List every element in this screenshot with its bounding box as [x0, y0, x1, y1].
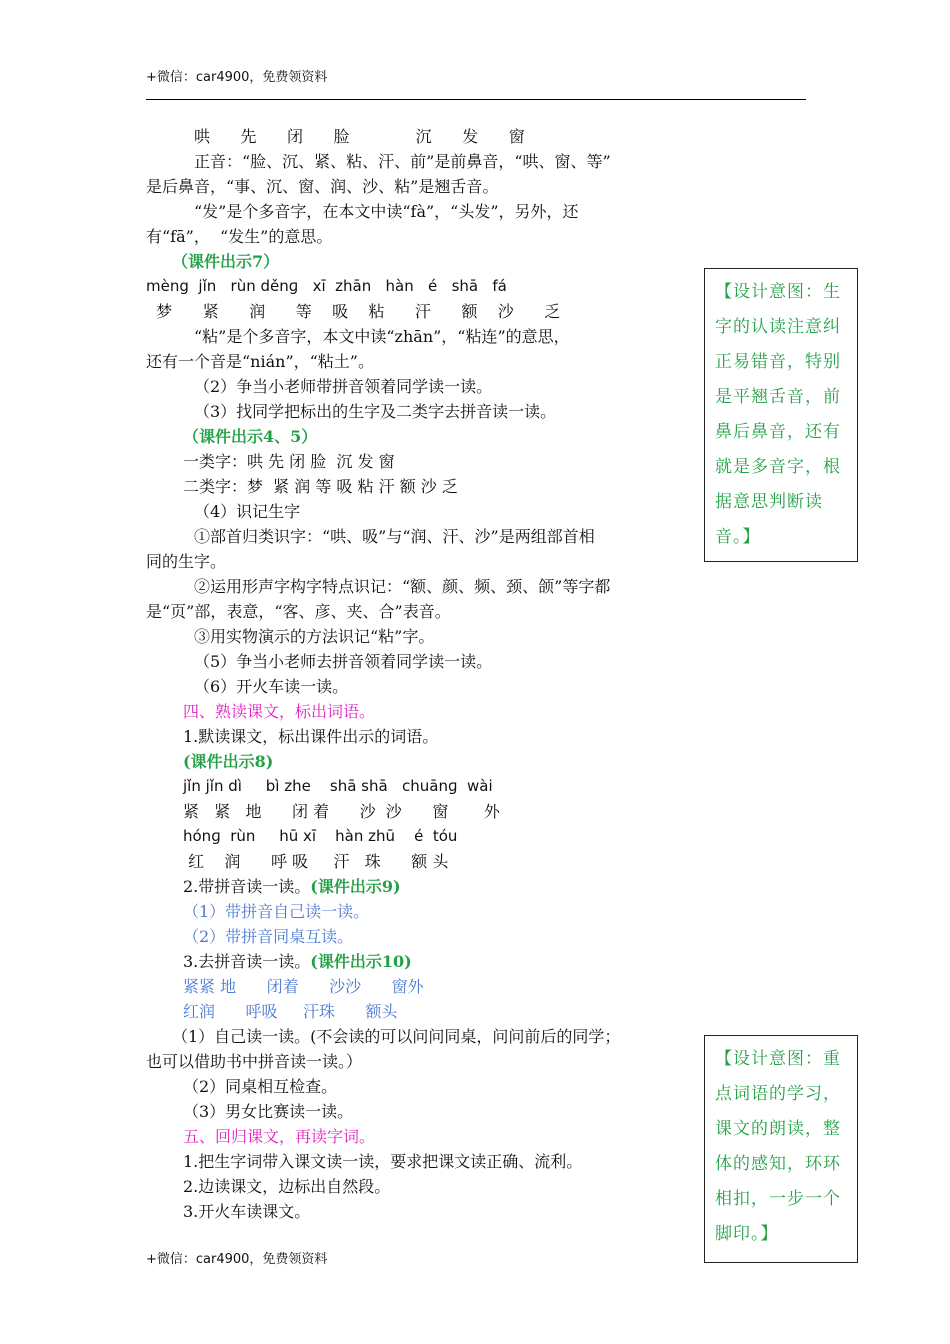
line-text: ③用实物演示的方法识记“粘”字。 — [194, 627, 435, 646]
line-text: “发”是个多音字，在本文中读“fà”，“头发”，另外，还 — [194, 202, 579, 221]
line-text: 紧 紧 地 闭 着 沙 沙 窗 外 — [183, 802, 500, 821]
text-line — [146, 1099, 678, 1124]
text-line — [146, 324, 678, 349]
line-text: 2.带拼音读一读。 — [183, 877, 311, 896]
line-text: ②运用形声字构字特点识记：“额、颜、频、颈、颌”等字都 — [194, 577, 611, 596]
text-line — [146, 599, 678, 624]
text-line — [146, 999, 678, 1024]
text-line — [146, 899, 678, 924]
line-text: （5）争当小老师去拼音领着同学读一读。 — [194, 652, 493, 671]
text-line — [146, 924, 678, 949]
courseware-note: (课件出示9) — [310, 877, 401, 896]
line-text: 3.去拼音读一读。 — [183, 952, 311, 971]
line-text: （3）找同学把标出的生字及二类字去拼音读一读。 — [194, 402, 557, 421]
line-text: （2）带拼音同桌互读。 — [183, 927, 354, 946]
text-line — [146, 549, 678, 574]
text-line — [146, 1024, 678, 1049]
line-text: 1.把生字词带入课文读一读，要求把课文读正确、流利。 — [183, 1152, 583, 1171]
line-text: 梦 紧 润 等 吸 粘 汗 额 沙 乏 — [146, 302, 561, 321]
text-line — [146, 1074, 678, 1099]
line-text: 正音：“脸、沉、紧、粘、汗、前”是前鼻音，“哄、窗、等” — [194, 152, 611, 171]
text-line — [146, 949, 678, 974]
text-line — [146, 749, 678, 774]
page-header: +微信：car4900，免费领资料 — [146, 70, 328, 85]
text-line — [146, 699, 678, 724]
text-line — [146, 1149, 678, 1174]
text-line — [146, 149, 678, 174]
text-line — [146, 624, 678, 649]
line-text: 也可以借助书中拼音读一读。） — [146, 1052, 363, 1071]
text-line — [146, 474, 678, 499]
line-text: jǐn jǐn dì bì zhe shā shā chuānɡ wài — [183, 777, 493, 795]
text-line — [146, 499, 678, 524]
line-text: （3）男女比赛读一读。 — [183, 1102, 354, 1121]
text-line — [146, 199, 678, 224]
text-line — [146, 449, 678, 474]
text-line — [146, 249, 678, 274]
text-line — [146, 124, 678, 149]
line-text: 一类字：哄 先 闭 脸 沉 发 窗 — [183, 452, 395, 471]
design-intent-box-2: 【设计意图：重点词语的学习，课文的朗读，整体的感知，环环相扣，一步一个脚印。】 — [704, 1035, 858, 1263]
text-line — [146, 374, 678, 399]
text-line — [146, 574, 678, 599]
line-text: 同的生字。 — [146, 552, 227, 571]
line-text: 红润 呼吸 汗珠 额头 — [183, 1002, 398, 1021]
courseware-note: (课件出示10) — [310, 952, 412, 971]
text-line — [146, 649, 678, 674]
line-text: 3.开火车读课文。 — [183, 1202, 311, 1221]
line-text: 红 润 呼 吸 汗 珠 额 头 — [183, 852, 449, 871]
line-text: （1）自己读一读。(不会读的可以问问同桌，问问前后的同学； — [172, 1027, 621, 1046]
line-text: 还有一个音是“nián”，“粘土”。 — [146, 352, 374, 371]
text-line — [146, 774, 678, 799]
text-line — [146, 299, 678, 324]
line-text: 二类字：梦 紧 润 等 吸 粘 汗 额 沙 乏 — [183, 477, 458, 496]
text-line — [146, 724, 678, 749]
header-divider — [146, 99, 806, 100]
line-text: （2）同桌相互检查。 — [183, 1077, 338, 1096]
line-text: （2）争当小老师带拼音领着同学读一读。 — [194, 377, 493, 396]
line-text: 紧紧 地 闭着 沙沙 窗外 — [183, 977, 424, 996]
line-text: hónɡ rùn hū xī hàn zhū é tóu — [183, 827, 458, 845]
line-text: ①部首归类识字：“哄、吸”与“润、汗、沙”是两组部首相 — [194, 527, 595, 546]
text-line — [146, 1124, 678, 1149]
line-text: （课件出示7） — [172, 252, 280, 271]
lesson-body — [146, 124, 678, 1224]
text-line — [146, 974, 678, 999]
line-text: （1）带拼音自己读一读。 — [183, 902, 370, 921]
line-text: 1.默读课文，标出课件出示的词语。 — [183, 727, 439, 746]
line-text: (课件出示8) — [183, 752, 274, 771]
text-line — [146, 849, 678, 874]
line-text: mèng jǐn rùn děnɡ xī zhān hàn é shā fá — [146, 277, 507, 295]
line-text: 是“页”部，表意，“客、彦、夹、合”表音。 — [146, 602, 451, 621]
text-line — [146, 274, 678, 299]
text-line — [146, 1199, 678, 1224]
text-line — [146, 174, 678, 199]
text-line — [146, 674, 678, 699]
line-text: 2.边读课文，边标出自然段。 — [183, 1177, 391, 1196]
line-text: 五、回归课文，再读字词。 — [183, 1127, 376, 1146]
text-line — [146, 349, 678, 374]
text-line — [146, 224, 678, 249]
text-line — [146, 799, 678, 824]
text-line — [146, 1049, 678, 1074]
text-line — [146, 1174, 678, 1199]
design-intent-box-1: 【设计意图：生字的认读注意纠正易错音，特别是平翘舌音，前鼻后鼻音，还有就是多音字，根据意思判断读音。】 — [704, 268, 858, 562]
line-text: 是后鼻音，“事、沉、窗、润、沙、粘”是翘舌音。 — [146, 177, 499, 196]
text-line — [146, 424, 678, 449]
line-text: “粘”是个多音字，本文中读“zhān”，“粘连”的意思， — [194, 327, 570, 346]
text-line — [146, 524, 678, 549]
text-line — [146, 874, 678, 899]
line-text: 有“fā”， “发生”的意思。 — [146, 227, 333, 246]
page-footer: +微信：car4900，免费领资料 — [146, 1252, 328, 1267]
line-text: （4）识记生字 — [194, 502, 301, 521]
line-text: 四、熟读课文，标出词语。 — [183, 702, 376, 721]
text-line — [146, 824, 678, 849]
line-text: （课件出示4、5） — [183, 427, 318, 446]
text-line — [146, 399, 678, 424]
line-text: 哄 先 闭 脸 沉 发 窗 — [194, 127, 525, 146]
line-text: （6）开火车读一读。 — [194, 677, 349, 696]
